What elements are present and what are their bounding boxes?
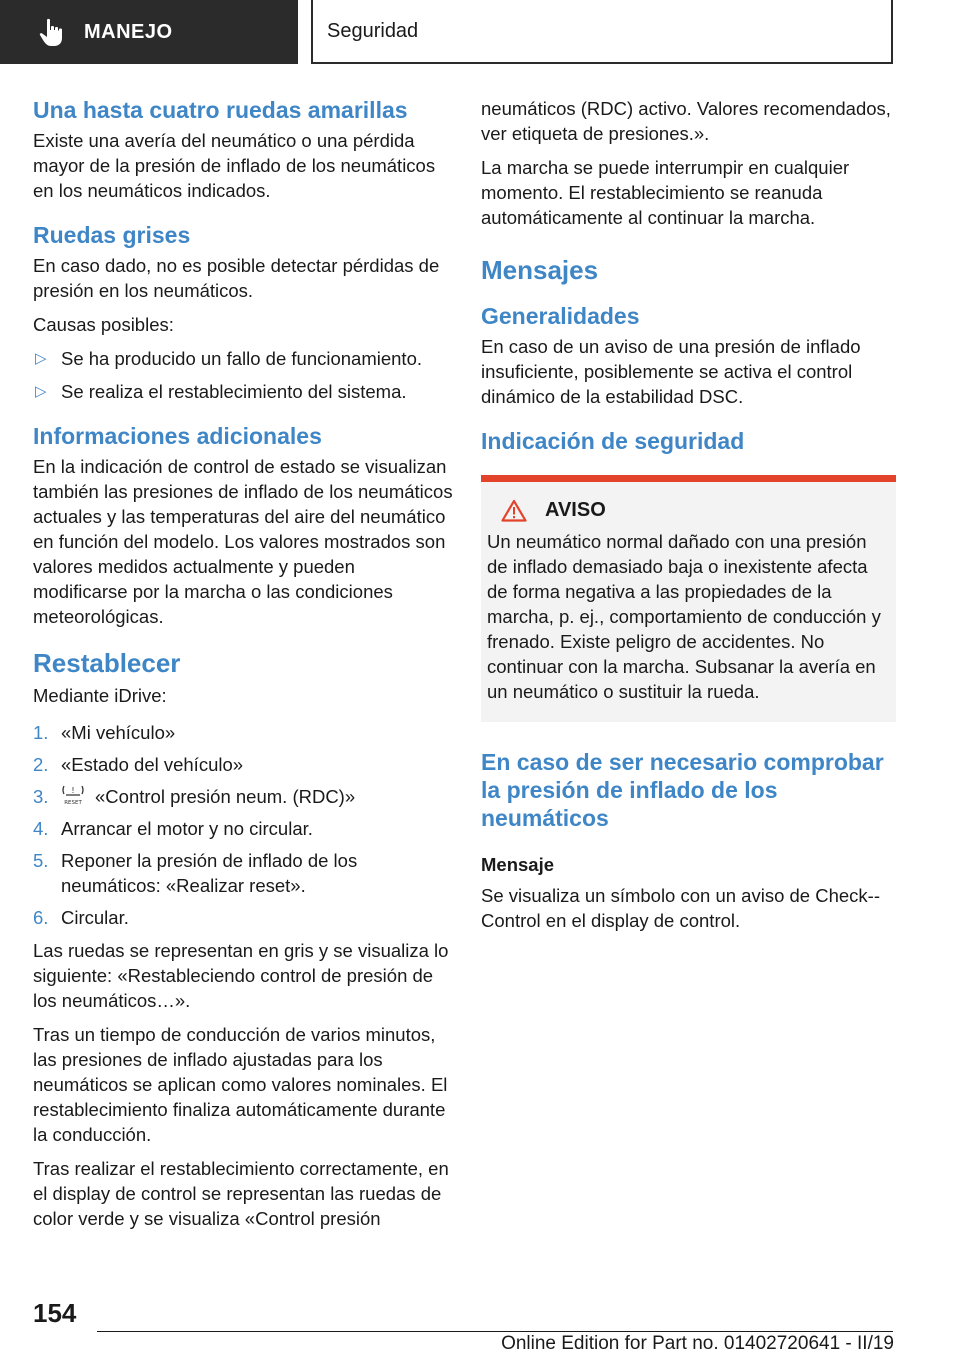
chapter-label: MANEJO [84, 20, 173, 43]
heading-general: Generalidades [481, 303, 640, 329]
paragraph: Se visualiza un símbolo con un aviso de Check--Control en el display de control. [481, 885, 880, 931]
heading-additional-info: Informaciones adicionales [33, 423, 322, 449]
left-column [33, 96, 453, 1240]
triangle-bullet-icon: ▷ [35, 350, 47, 367]
heading-grey-wheels: Ruedas grises [33, 222, 191, 248]
paragraph: Tras realizar el restablecimiento correctamente, en el display de control se representan las ruedas de color verde y se visualiza «Control presión [33, 1158, 449, 1229]
step-text: «Control presión neum. (RDC)» [95, 786, 356, 807]
step-number: 4. [33, 818, 49, 839]
paragraph: En la indicación de control de estado se visualizan también las presiones de inflado de los neumáticos actuales y las temperaturas del aire del neumático en función del modelo. Los valores mostrados son valores medidos actualmente y pueden modificarse por la marcha o las condiciones meteorológicas. [33, 456, 453, 627]
step-text: Circular. [61, 907, 129, 928]
step-item [33, 752, 453, 777]
step-text: Reponer la presión de inflado de los neumáticos: «Realizar reset». [61, 850, 358, 896]
paragraph: Existe una avería del neumático o una pérdida mayor de la presión de inflado de los neumáticos en los neumáticos indicados. [33, 130, 436, 201]
step-number: 6. [33, 907, 49, 928]
right-column [481, 96, 896, 942]
heading-message: Mensaje [481, 854, 555, 875]
section-header [311, 0, 893, 64]
footer-divider [97, 1331, 893, 1332]
paragraph: La marcha se puede interrumpir en cualquier momento. El restablecimiento se reanuda automáticamente al continuar la marcha. [481, 157, 850, 228]
step-text: «Estado del vehículo» [61, 754, 244, 775]
list-item-text: Se ha producido un fallo de funcionamiento. [61, 348, 423, 369]
step-number: 2. [33, 754, 49, 775]
paragraph: Tras un tiempo de conducción de varios minutos, las presiones de inflado ajustadas para los neumáticos se aplican como valores nominales. El restablecimiento finaliza automáticamente durante la conducción. [33, 1024, 448, 1145]
step-text: Arrancar el motor y no circular. [61, 818, 313, 839]
hand-icon [38, 17, 66, 47]
warning-triangle-icon [501, 499, 527, 522]
step-text: «Mi vehículo» [61, 722, 176, 743]
reset-steps [33, 720, 453, 930]
tire-reset-icon [61, 784, 85, 806]
paragraph: En caso dado, no es posible detectar pérdidas de presión en los neumáticos. [33, 255, 440, 301]
causes-list [33, 346, 453, 404]
list-item [33, 346, 453, 371]
page-number: 154 [33, 1298, 77, 1328]
svg-text:RESET: RESET [64, 800, 82, 806]
heading-check-pressure: En caso de ser necesario comprobar la presión de inflado de los neumáticos [481, 749, 884, 831]
step-number: 3. [33, 786, 49, 807]
step-item [33, 816, 453, 841]
step-item [33, 720, 453, 745]
chapter-tab [0, 0, 298, 64]
paragraph: Las ruedas se representan en gris y se visualiza lo siguiente: «Restableciendo control de presión de los neumáticos…». [33, 940, 449, 1011]
paragraph: Mediante iDrive: [33, 685, 167, 706]
heading-reset: Restablecer [33, 648, 181, 678]
paragraph: neumáticos (RDC) activo. Valores recomendados, ver etiqueta de presiones.». [481, 98, 891, 144]
step-number: 5. [33, 850, 49, 871]
heading-messages: Mensajes [481, 255, 599, 285]
svg-text:!: ! [71, 786, 75, 795]
list-item [33, 379, 453, 404]
warning-label: AVISO [545, 499, 606, 521]
heading-safety-note: Indicación de seguridad [481, 428, 745, 454]
paragraph: En caso de un aviso de una presión de inflado insuficiente, posiblemente se activa el control dinámico de la estabilidad DSC. [481, 336, 861, 407]
step-item [33, 905, 453, 930]
heading-yellow-wheels: Una hasta cuatro ruedas amarillas [33, 97, 408, 123]
step-number: 1. [33, 722, 49, 743]
list-item-text: Se realiza el restablecimiento del sistema. [61, 381, 407, 402]
step-item [33, 784, 453, 809]
warning-text: Un neumático normal dañado con una presión de inflado demasiado baja o inexistente afecta de forma negativa a las propiedades de la marcha, p. ej., comportamiento de conducción y frenado. Existe peligro de accidentes. No continuar con la marcha. Subsanar la avería en un neumático o sustituir la rueda. [487, 531, 881, 702]
step-item [33, 848, 453, 898]
warning-box [481, 475, 896, 722]
warning-header [487, 498, 888, 523]
paragraph: Causas posibles: [33, 314, 174, 335]
triangle-bullet-icon: ▷ [35, 383, 47, 400]
edition-text: Online Edition for Part no. 01402720641 - II/19 [501, 1333, 894, 1354]
section-title: Seguridad [327, 19, 419, 42]
